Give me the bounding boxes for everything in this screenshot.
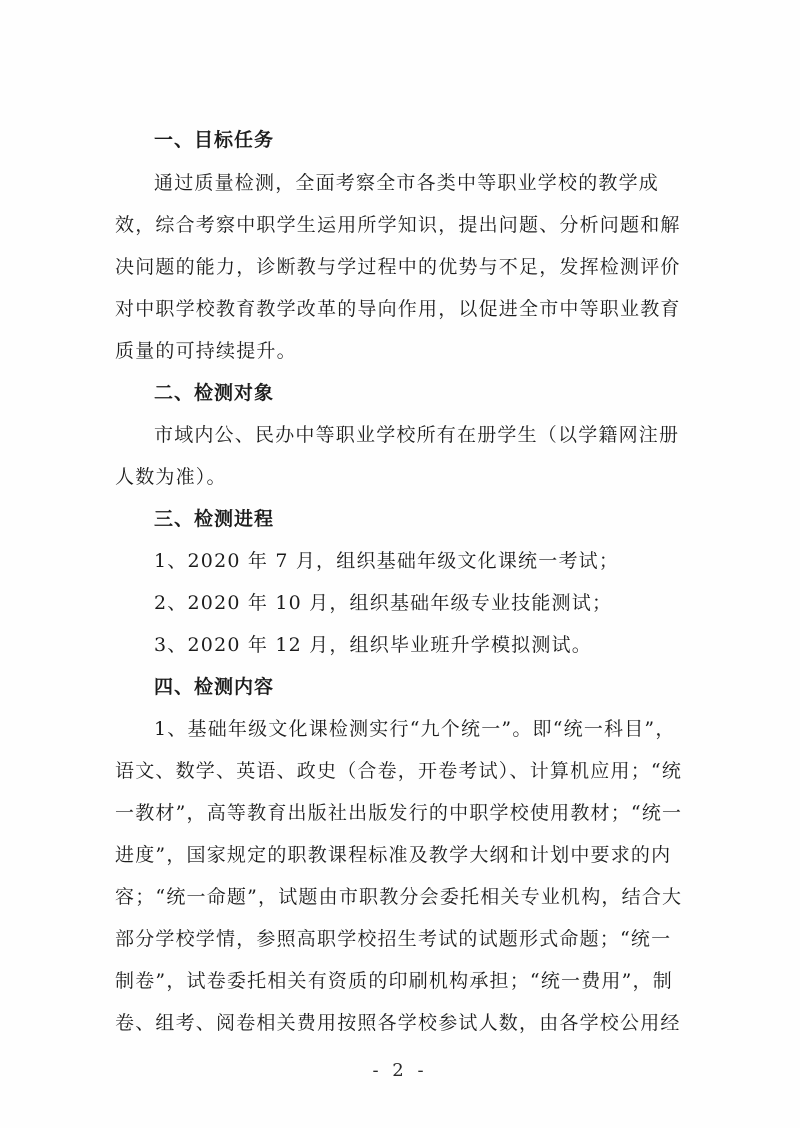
paragraph-line: 容；“统一命题”，试题由市职教分会委托相关专业机构，结合大 xyxy=(115,886,683,908)
paragraph-line: 质量的可持续提升。 xyxy=(115,340,297,362)
paragraph-line: 通过质量检测，全面考察全市各类中等职业学校的教学成 xyxy=(154,172,660,194)
section-heading-schedule: 三、检测进程 xyxy=(154,508,275,530)
paragraph-line: 决问题的能力，诊断教与学过程中的优势与不足，发挥检测评价 xyxy=(115,256,681,278)
section-heading-content: 四、检测内容 xyxy=(154,676,275,698)
paragraph-line: 语文、数学、英语、政史（合卷，开卷考试）、计算机应用；“统 xyxy=(115,760,683,782)
list-item: 3、2020 年 12 月，组织毕业班升学模拟测试。 xyxy=(154,634,592,656)
list-item: 1、2020 年 7 月，组织基础年级文化课统一考试； xyxy=(154,550,620,572)
paragraph-line: 卷、组考、阅卷相关费用按照各学校参试人数，由各学校公用经 xyxy=(115,1012,681,1034)
section-heading-targets: 二、检测对象 xyxy=(154,382,275,404)
page-number: - 2 - xyxy=(372,1060,428,1081)
section-heading-goals: 一、目标任务 xyxy=(154,129,275,151)
paragraph-line: 部分学校学情，参照高职学校招生考试的试题形式命题；“统一 xyxy=(115,928,672,950)
paragraph-line: 进度”，国家规定的职教课程标准及教学大纲和计划中要求的内 xyxy=(115,844,672,866)
paragraph-line: 1、基础年级文化课检测实行“九个统一”。即“统一科目”， xyxy=(154,718,676,740)
list-item: 2、2020 年 10 月，组织基础年级专业技能测试； xyxy=(154,592,613,614)
paragraph-line: 市域内公、民办中等职业学校所有在册学生（以学籍网注册 xyxy=(154,424,680,446)
paragraph-line: 效，综合考察中职学生运用所学知识，提出问题、分析问题和解 xyxy=(115,214,681,236)
paragraph-line: 对中职学校教育教学改革的导向作用，以促进全市中等职业教育 xyxy=(115,298,681,320)
paragraph-line: 人数为准）。 xyxy=(115,466,227,488)
paragraph-line: 制卷”，试卷委托相关有资质的印刷机构承担；“统一费用”，制 xyxy=(115,970,673,992)
paragraph-line: 一教材”，高等教育出版社出版发行的中职学校使用教材；“统一 xyxy=(115,802,683,824)
